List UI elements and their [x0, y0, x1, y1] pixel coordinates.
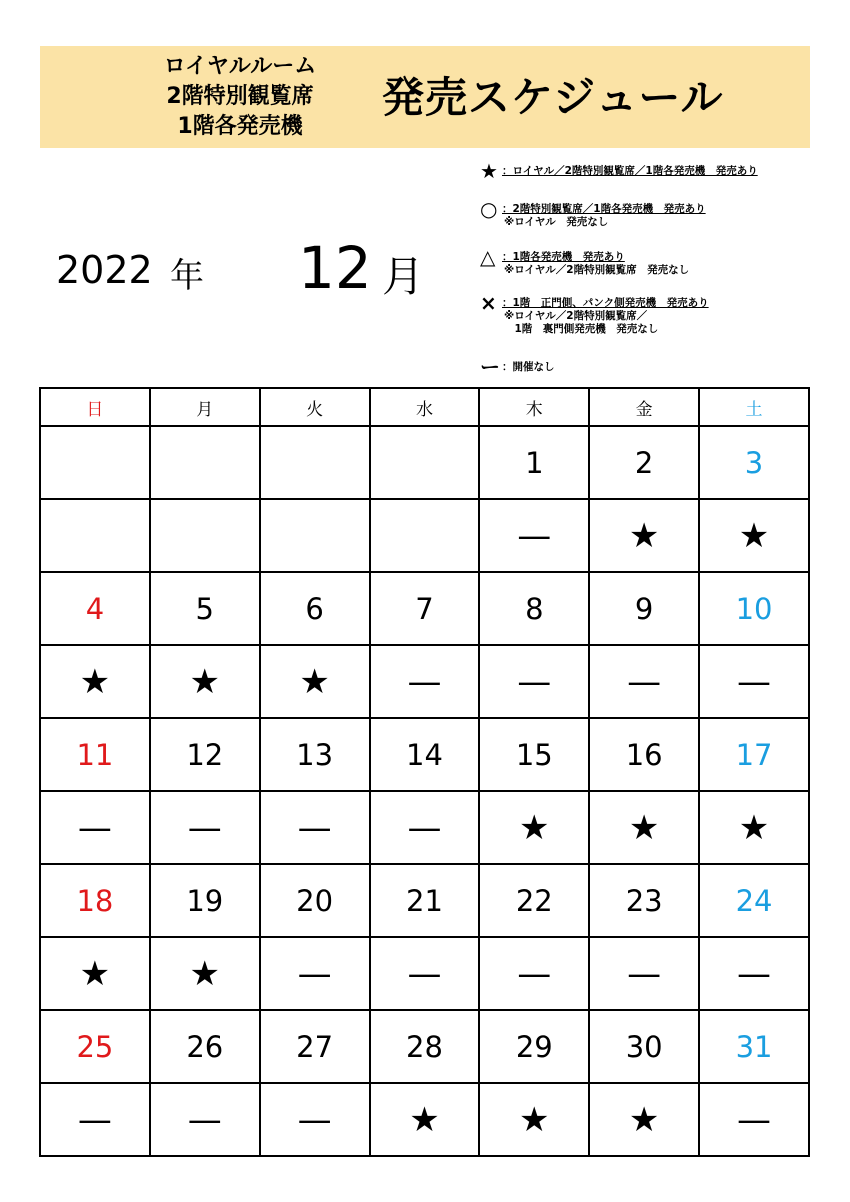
status-mark-cell	[40, 499, 150, 572]
cross-icon: ×	[480, 291, 497, 315]
date-cell	[150, 426, 260, 499]
date-cell: 4	[40, 572, 150, 645]
date-cell	[40, 426, 150, 499]
month-unit: 月	[382, 252, 425, 301]
date-cell: 24	[699, 864, 809, 937]
status-mark-cell: ★	[699, 791, 809, 864]
weekday-friday: 金	[589, 388, 699, 426]
legend-note: ※ロイヤル／2階特別観覧席／	[504, 310, 648, 322]
status-mark-cell: —	[370, 937, 480, 1010]
status-mark-cell: —	[260, 937, 370, 1010]
status-mark-cell: —	[150, 791, 260, 864]
calendar-body	[40, 426, 809, 1156]
status-mark-cell: —	[699, 1083, 809, 1156]
legend-text: ：1階各発売機 発売あり	[502, 251, 625, 263]
status-row	[40, 499, 809, 572]
status-mark-cell: —	[260, 791, 370, 864]
status-mark-cell	[150, 499, 260, 572]
dash-icon: ー	[480, 355, 500, 379]
legend-item-circle	[480, 198, 706, 229]
date-cell: 6	[260, 572, 370, 645]
status-mark-cell: ★	[150, 645, 260, 718]
date-cell: 7	[370, 572, 480, 645]
status-mark-cell: —	[370, 645, 480, 718]
status-mark-cell: —	[699, 645, 809, 718]
status-row	[40, 937, 809, 1010]
legend-note: ※ロイヤル／2階特別観覧席 発売なし	[504, 264, 690, 276]
status-mark-cell	[370, 499, 480, 572]
date-cell: 20	[260, 864, 370, 937]
triangle-icon: △	[480, 245, 496, 269]
legend-item-dash	[480, 356, 555, 378]
status-mark-cell: ★	[40, 937, 150, 1010]
date-cell: 8	[479, 572, 589, 645]
status-row	[40, 791, 809, 864]
status-mark-cell: ★	[589, 1083, 699, 1156]
legend-text: ：開催なし	[502, 361, 555, 373]
date-cell	[260, 426, 370, 499]
date-cell: 1	[479, 426, 589, 499]
date-cell: 25	[40, 1010, 150, 1083]
date-row	[40, 718, 809, 791]
weekday-monday: 月	[150, 388, 260, 426]
status-mark-cell: ★	[589, 499, 699, 572]
weekday-sunday: 日	[40, 388, 150, 426]
date-row	[40, 864, 809, 937]
weekday-thursday: 木	[479, 388, 589, 426]
status-mark-cell: ★	[479, 791, 589, 864]
date-cell: 2	[589, 426, 699, 499]
date-row	[40, 1010, 809, 1083]
date-cell: 15	[479, 718, 589, 791]
status-mark-cell: ★	[260, 645, 370, 718]
date-cell: 29	[479, 1010, 589, 1083]
date-cell: 9	[589, 572, 699, 645]
weekday-saturday: 土	[699, 388, 809, 426]
legend-text: ：ロイヤル／2階特別観覧席／1階各発売機 発売あり	[502, 165, 758, 177]
month-number: 12	[298, 234, 372, 302]
date-row	[40, 426, 809, 499]
legend-note: ※ロイヤル 発売なし	[504, 216, 609, 228]
status-row	[40, 1083, 809, 1156]
date-cell: 31	[699, 1010, 809, 1083]
status-mark-cell: —	[699, 937, 809, 1010]
status-mark-cell: —	[150, 1083, 260, 1156]
status-mark-cell: —	[260, 1083, 370, 1156]
status-mark-cell: ★	[589, 791, 699, 864]
status-mark-cell: —	[589, 937, 699, 1010]
date-cell: 28	[370, 1010, 480, 1083]
date-cell: 13	[260, 718, 370, 791]
status-mark-cell: ★	[479, 1083, 589, 1156]
legend-item-cross	[480, 292, 709, 336]
legend-item-triangle	[480, 246, 689, 277]
status-row	[40, 645, 809, 718]
venue-line: ロイヤルルーム	[163, 54, 317, 79]
venue-line: 1階各発売機	[177, 114, 303, 139]
venue-line: 2階特別観覧席	[166, 84, 314, 109]
date-cell: 12	[150, 718, 260, 791]
status-mark-cell: ★	[150, 937, 260, 1010]
status-mark-cell: —	[479, 499, 589, 572]
date-cell: 18	[40, 864, 150, 937]
year-number: 2022	[56, 248, 153, 292]
venue-lines	[110, 52, 370, 142]
status-mark-cell: —	[479, 645, 589, 718]
date-cell	[370, 426, 480, 499]
date-cell: 27	[260, 1010, 370, 1083]
legend-note: 1階 裏門側発売機 発売なし	[504, 323, 659, 335]
star-icon: ★	[480, 159, 498, 183]
weekday-header-row	[40, 388, 809, 426]
weekday-wednesday: 水	[370, 388, 480, 426]
date-cell: 26	[150, 1010, 260, 1083]
calendar-table	[39, 387, 810, 1157]
header-banner	[40, 46, 810, 148]
date-cell: 17	[699, 718, 809, 791]
circle-icon: ○	[480, 197, 498, 221]
status-mark-cell: —	[589, 645, 699, 718]
page-title: 発売スケジュール	[382, 73, 724, 122]
date-cell: 22	[479, 864, 589, 937]
date-cell: 30	[589, 1010, 699, 1083]
date-cell: 14	[370, 718, 480, 791]
legend-item-star	[480, 160, 758, 182]
date-cell: 16	[589, 718, 699, 791]
status-mark-cell: ★	[699, 499, 809, 572]
status-mark-cell: —	[40, 791, 150, 864]
date-row	[40, 572, 809, 645]
legend-text: ：1階 正門側、パンク側発売機 発売あり	[502, 297, 709, 309]
date-cell: 5	[150, 572, 260, 645]
status-mark-cell: ★	[40, 645, 150, 718]
date-cell: 3	[699, 426, 809, 499]
date-cell: 10	[699, 572, 809, 645]
status-mark-cell: —	[40, 1083, 150, 1156]
status-mark-cell	[260, 499, 370, 572]
year-unit: 年	[170, 256, 204, 296]
status-mark-cell: ★	[370, 1083, 480, 1156]
date-cell: 23	[589, 864, 699, 937]
date-cell: 11	[40, 718, 150, 791]
date-cell: 21	[370, 864, 480, 937]
weekday-tuesday: 火	[260, 388, 370, 426]
status-mark-cell: —	[370, 791, 480, 864]
status-mark-cell: —	[479, 937, 589, 1010]
date-cell: 19	[150, 864, 260, 937]
legend-text: ：2階特別観覧席／1階各発売機 発売あり	[502, 203, 706, 215]
